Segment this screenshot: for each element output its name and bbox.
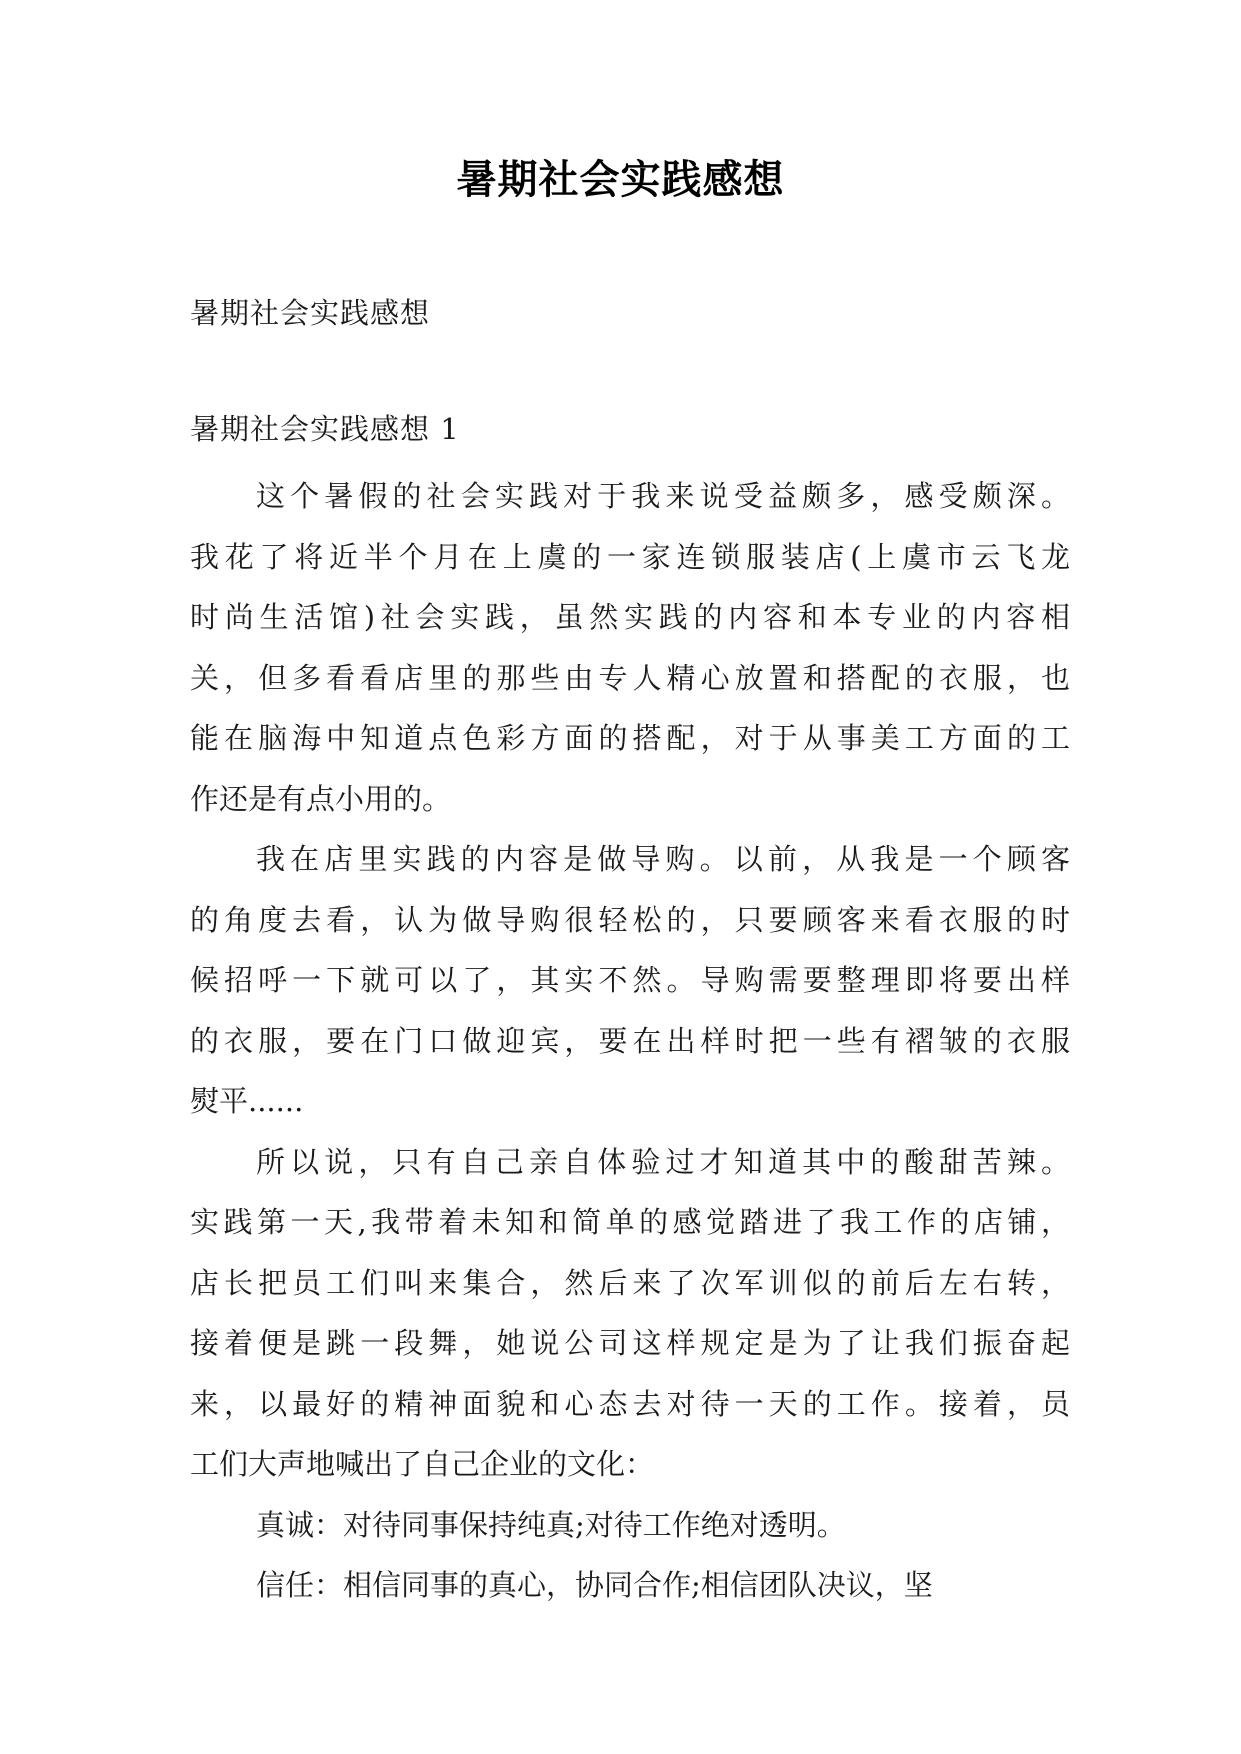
paragraph-line: 来，以最好的精神面貌和心态去对待一天的工作。接着，员 (190, 1386, 1070, 1421)
paragraph-line: 实践第一天,我带着未知和简单的感觉踏进了我工作的店铺， (190, 1205, 1070, 1239)
document-title: 暑期社会实践感想 (456, 156, 785, 203)
paragraph-line: 的角度去看，认为做导购很轻松的，只要顾客来看衣服的时 (190, 902, 1070, 937)
paragraph-line: 时尚生活馆)社会实践，虽然实践的内容和本专业的内容相 (190, 600, 1070, 634)
document-subtitle: 暑期社会实践感想 (190, 296, 431, 330)
paragraph (190, 1495, 1070, 1556)
paragraph-line: 这个暑假的社会实践对于我来说受益颇多，感受颇深。 (256, 479, 1070, 513)
paragraph-line: 真诚：对待同事保持纯真;对待工作绝对透明。 (256, 1507, 846, 1542)
paragraph-line: 所以说，只有自己亲自体验过才知道其中的酸甜苦辣。 (256, 1144, 1070, 1179)
paragraph-line: 的衣服，要在门口做迎宾，要在出样时把一些有褶皱的衣服 (190, 1023, 1070, 1058)
paragraph-line: 接着便是跳一段舞，她说公司这样规定是为了让我们振奋起 (190, 1326, 1070, 1360)
paragraph (190, 829, 1070, 1132)
paragraph-line: 我花了将近半个月在上虞的一家连锁服装店(上虞市云飞龙 (190, 539, 1070, 574)
paragraph-line: 工们大声地喊出了自己企业的文化： (190, 1447, 655, 1481)
paragraph (190, 466, 1070, 829)
paragraph (190, 1132, 1070, 1495)
paragraph-line: 熨平...... (190, 1084, 304, 1118)
section-heading: 暑期社会实践感想 1 (190, 412, 460, 446)
paragraph-line: 店长把员工们叫来集合，然后来了次军训似的前后左右转， (190, 1265, 1070, 1300)
paragraph-line: 作还是有点小用的。 (190, 781, 452, 816)
paragraph-line: 能在脑海中知道点色彩方面的搭配，对于从事美工方面的工 (190, 721, 1070, 755)
paragraph-line: 信任：相信同事的真心，协同合作;相信团队决议，坚 (256, 1568, 933, 1602)
paragraph-line: 关，但多看看店里的那些由专人精心放置和搭配的衣服，也 (190, 660, 1070, 695)
paragraph (190, 1555, 1070, 1616)
paragraph-line: 候招呼一下就可以了，其实不然。导购需要整理即将要出样 (190, 963, 1070, 997)
paragraph-line: 我在店里实践的内容是做导购。以前，从我是一个顾客 (256, 842, 1070, 876)
document-body (190, 466, 1070, 1616)
